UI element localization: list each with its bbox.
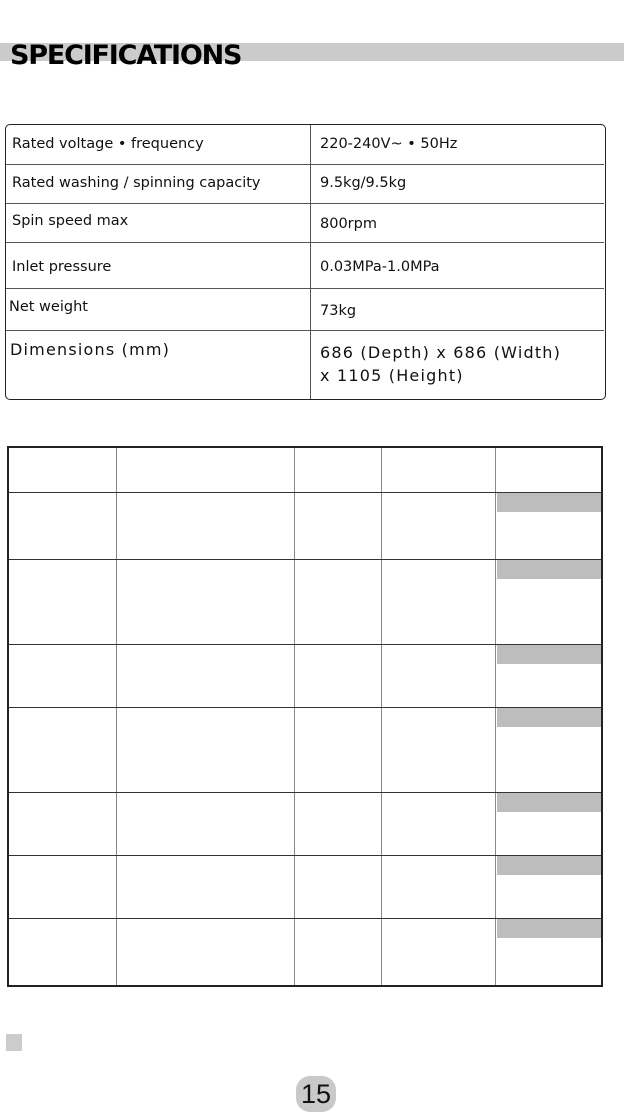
spec-label: Rated voltage • frequency <box>12 136 204 152</box>
spec-label: Dimensions (mm) <box>10 340 171 359</box>
spec-row-inlet-pressure <box>6 243 604 289</box>
page-title: SPECIFICATIONS <box>10 40 242 71</box>
spec-row-net-weight <box>6 289 604 331</box>
spec-row-voltage-frequency <box>6 125 604 165</box>
spec-row-capacity <box>6 165 604 204</box>
grid-shaded-cell <box>497 793 601 812</box>
specifications-table <box>5 124 606 400</box>
spec-label: Rated washing / spinning capacity <box>12 175 261 191</box>
grid-column-line <box>381 448 382 985</box>
spec-row-spin-speed <box>6 204 604 243</box>
grid-column-line <box>495 448 496 985</box>
grid-shaded-cell <box>497 493 601 512</box>
spec-label: Spin speed max <box>12 213 129 229</box>
grid-column-line <box>294 448 295 985</box>
spec-label: Net weight <box>9 299 88 315</box>
grid-shaded-cell <box>497 645 601 664</box>
spec-label: Inlet pressure <box>12 259 112 275</box>
grid-shaded-cell <box>497 560 601 579</box>
spec-value: 0.03MPa-1.0MPa <box>320 259 440 275</box>
spec-value: 73kg <box>320 303 357 319</box>
note-marker <box>6 1034 22 1051</box>
spec-value: 220-240V~ • 50Hz <box>320 136 458 152</box>
blank-grid-table <box>7 446 603 987</box>
grid-shaded-cell <box>497 708 601 727</box>
grid-shaded-cell <box>497 919 601 938</box>
grid-shaded-cell <box>497 856 601 875</box>
grid-column-line <box>116 448 117 985</box>
spec-value: 9.5kg/9.5kg <box>320 175 407 191</box>
spec-value: 800rpm <box>320 216 377 232</box>
spec-row-dimensions <box>6 331 604 399</box>
page-number: 15 <box>296 1076 336 1112</box>
spec-value: 686 (Depth) x 686 (Width) x 1105 (Height) <box>320 343 562 385</box>
